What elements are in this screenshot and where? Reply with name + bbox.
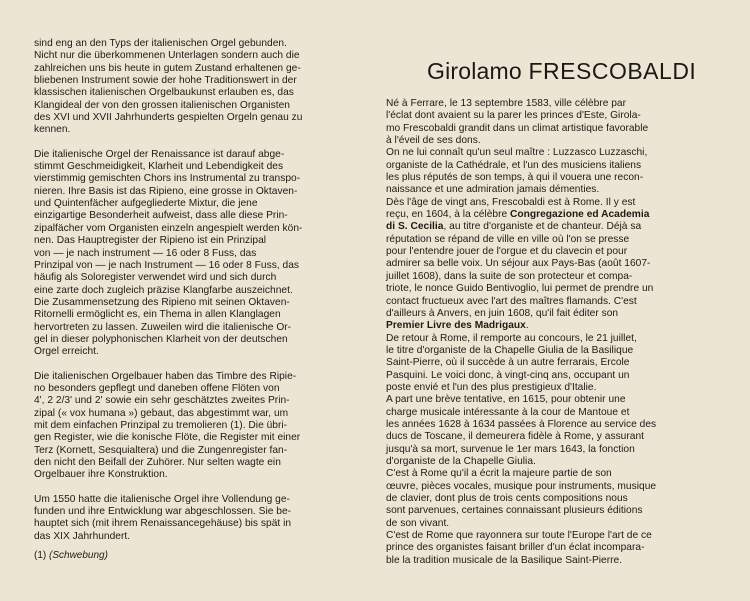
footnote-marker: (1) [34,550,47,561]
paragraph-3: Die italienischen Orgelbauer haben das Timbre des Ripie- no besonders gepflegt und daneben offene Flöten von 4', 2 2/3' und 2' sowie ein sehr geschätztes zweites Prin- zipal (« vox humana ») gebaut, das abgestimmt war, um mit dem einfachen Prinzipal zu tremolieren (1). Die übri- gen Register, wie die konische Flöte, die Register mit einer Terz (Kornett, Sesquialtera) und die Zungenregister fan- den nicht den Beifall der Zuhörer. Nur selten wagte ein Orgelbauer ihre Konstruktion. [34,370,301,481]
paragraph-1: sind eng an den Typs der italienischen Orgel gebunden. Nicht nur die überkommenen Unterlagen sondern auch die zahlreichen uns bis heute in gutem Zustand erhaltenen ge- bliebenen Instrument sowie der hohe Traditionswert in der klassischen italienischen Orgelbaukunst erlauben es, das Klangideal der von den grossen italienischen Organisten des XVI und XVII Jahrhunderts gespielten Orgeln genau zu kennen. [34,38,303,136]
footnote-text: (Schwebung) [49,550,108,561]
cecilia-bold: di S. Cecilia [386,221,444,233]
madrigaux-bold: Premier Livre des Madrigaux [386,320,526,332]
biography-text: Né à Ferrare, le 13 septembre 1583, ville célèbre par l'éclat dont avaient su la parer les princes d'Este, Girola- mo Frescobaldi grandit dans un climat artistique favorable à l'éveil de ses dons. On ne lui connaît qu'un seul maître : Luzzasco Luzzaschi, organiste de la Cathédrale, et l'un des musiciens italiens les plus réputés de son temps, à qui il vouera une recon- naissance et une admiration jamais démenties. Dès l'âge de vingt ans, Frescobaldi est à Rome. Il y est reçu, en 1604, à la célèbre Congregazione ed Academia di S. Cecilia, au titre d'organiste et de chanteur. Déjà sa réputation se répand de ville en ville où l'on se presse pour l'entendre jouer de l'orgue et du clavecin et pour admirer sa belle voix. Un séjour aux Pays-Bas (août 1607- juillet 1608), dans la suite de son protecteur et compa- triote, le nonce Guido Bentivoglio, lui permet de prendre un contact fructueux avec l'art des maîtres flamands. C'est d'ailleurs à Anvers, en juin 1608, qu'il fait éditer son Premier Livre des Madrigaux. De retour à Rome, il remporte au concours, le 21 juillet, le titre d'organiste de la Chapelle Giulia de la Basilique Saint-Pierre, où il succède à un autre ferrarais, Ercole Pasquini. Le voici donc, à vingt-cinq ans, occupant un poste envié et l'un des plus prestigieux d'Italie. A part une brève tentative, en 1615, pour obtenir une charge musicale intéressante à la cour de Mantoue et les années 1628 à 1634 passées à Florence au service des ducs de Toscane, il demeurera fidèle à Rome, y assurant jusqu'à sa mort, survenue le 1er mars 1643, la fonction d'organiste de la Chapelle Giulia. C'est à Rome qu'il a écrit la majeure partie de son œuvre, pièces vocales, musique pour instruments, musique de clavier, dont plus de trois cents compositions nous sont parvenues, certaines connaissant plusieurs éditions de son vivant. C'est de Rome que rayonnera sur toute l'Europe l'art de ce prince des organistes faisant briller d'un éclat incompara- ble la tradition musicale de la Basilique Saint-Pierre. [386,98,657,566]
footnote [34,550,108,561]
paragraph-4: Um 1550 hatte die italienische Orgel ihre Vollendung ge- funden und ihre Entwicklung war abgeschlossen. Sie be- hauptet sich (mit ihrem Renaissancegehäuse) bis spät in das XIX Jahrhundert. [34,493,292,542]
left-column [34,0,364,543]
title-surname: FRESCOBALDI [528,58,697,84]
paragraph-2: Die italienische Orgel der Renaissance ist darauf abge- stimmt Geschmeidigkeit, Klarheit und Lebendigkeit des vierstimmig gemischten Chors ins Instrumental zu transpo- nieren. Ihre Basis ist das Ripieno, eine grosse in Oktaven- und Quintenfächer aufgegliederte Mixtur, die jene einzigartige Besonderheit aufweist, dass alle diese Prin- zipalfächer vom Organisten einzeln angespielt werden kön- nen. Das Hauptregister der Ripieno ist ein Prinzipal von — je nach instrument — 16 oder 8 Fuss, das Prinzipal von — je nach Instrument — 16 oder 8 Fuss, das häufig als Soloregister verwendet wird und sich durch eine zarte doch zugleich präzise Klangfarbe auszeichnet. Die Zusammensetzung des Ripieno mit seinen Oktaven- Ritornelli ermöglicht es, ein Thema in allen Klanglagen hervortreten zu lassen. Zuweilen wird die italienische Or- gel in dieser polyphonischen Klarheit von der deutschen Orgel erreicht. [34,148,303,358]
right-column [386,0,729,567]
title-first-name: Girolamo [427,58,522,84]
congregazione-bold: Congregazione ed Academia [510,209,650,221]
